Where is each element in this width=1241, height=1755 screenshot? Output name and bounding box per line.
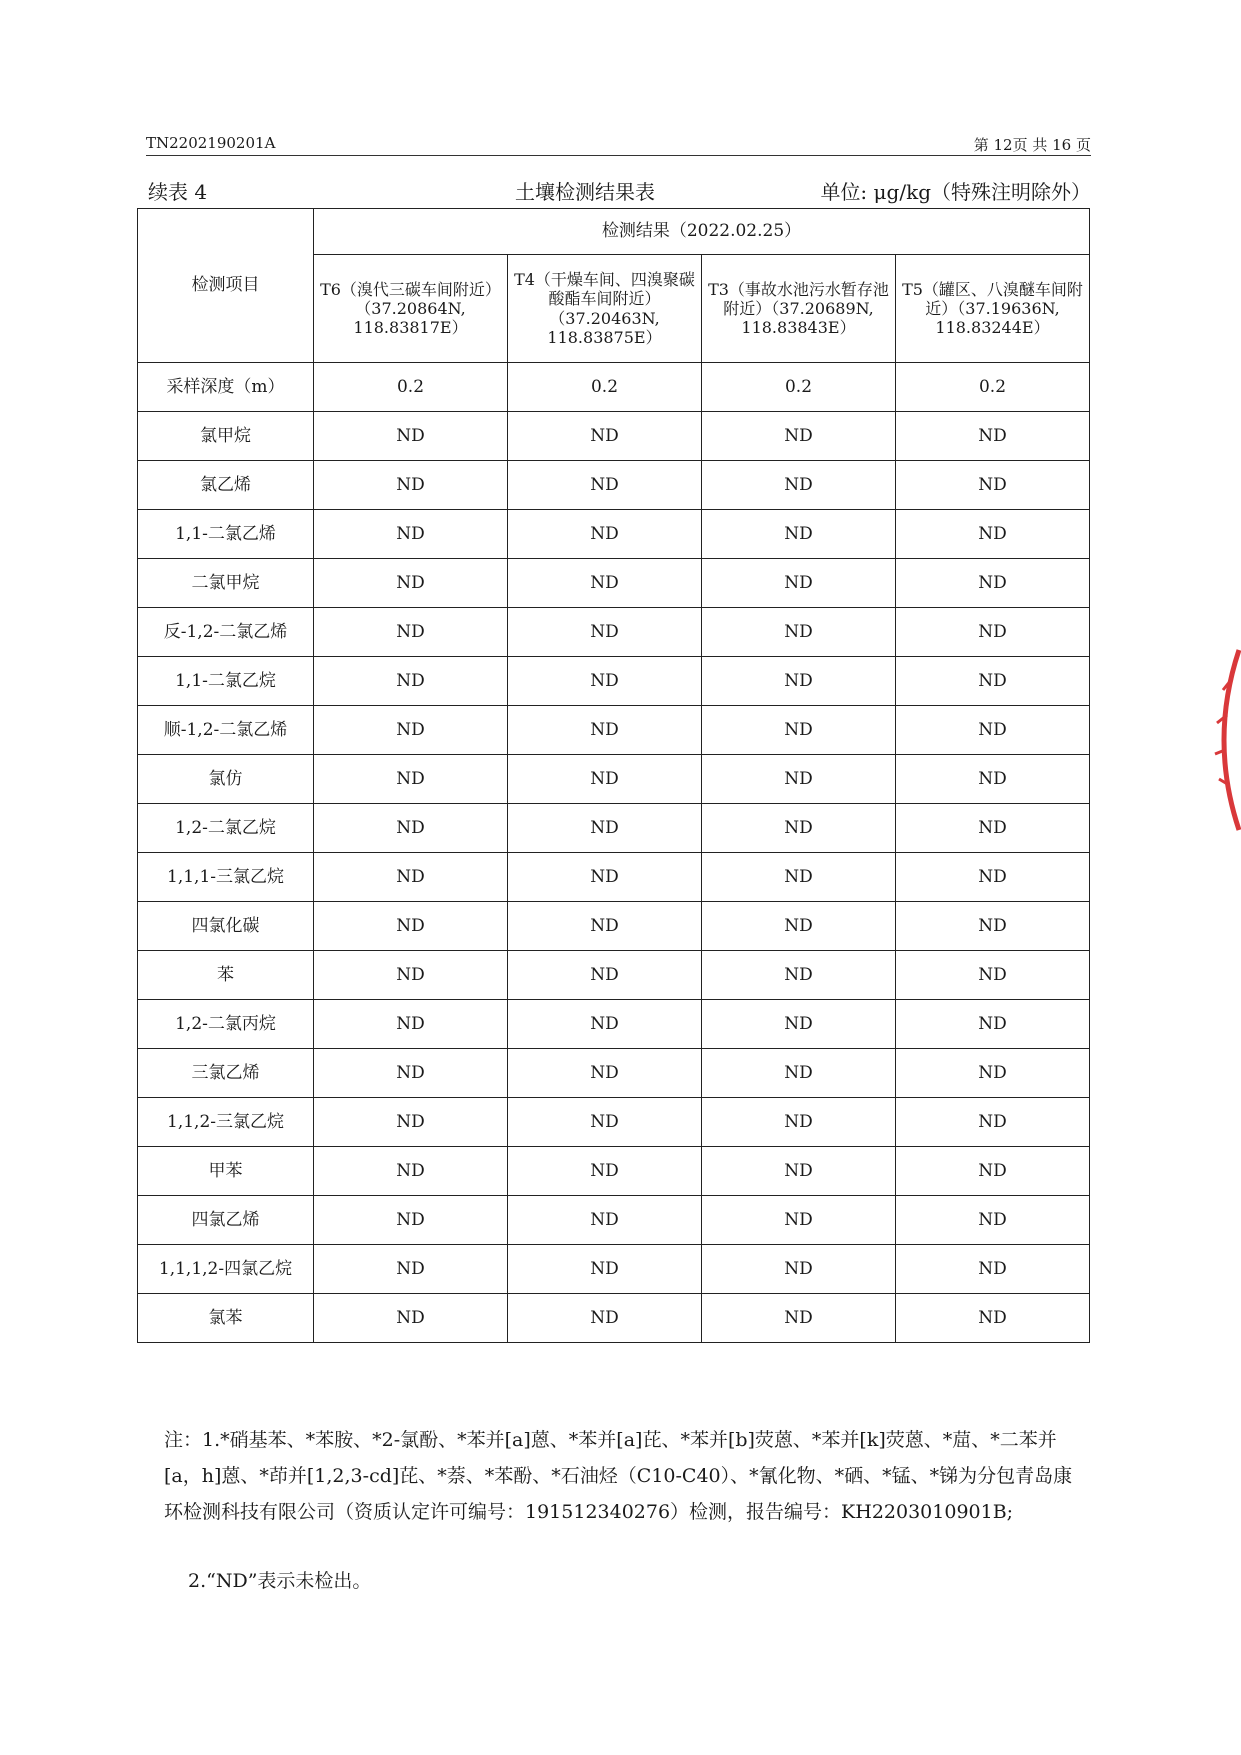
result-cell: ND [896,510,1090,559]
test-item-cell: 氯苯 [138,1294,314,1343]
test-item-cell: 三氯乙烯 [138,1049,314,1098]
result-cell: ND [314,853,508,902]
result-cell: ND [314,951,508,1000]
test-item-cell: 反-1,2-二氯乙烯 [138,608,314,657]
test-item-cell: 四氯化碳 [138,902,314,951]
table-row [138,1000,1090,1049]
table-row [138,951,1090,1000]
table-row [138,412,1090,461]
result-group-header: 检测结果（2022.02.25） [314,209,1090,255]
sample-column-header: T3（事故水池污水暂存池附近）（37.20689N, 118.83843E） [702,255,896,363]
table-continuation-label: 续表 4 [148,180,208,204]
result-cell: ND [508,510,702,559]
result-cell: ND [896,412,1090,461]
result-cell: ND [314,902,508,951]
table-row [138,363,1090,412]
result-cell: ND [508,559,702,608]
result-cell: ND [702,853,896,902]
result-cell: ND [314,706,508,755]
result-cell: ND [314,461,508,510]
table-row [138,1196,1090,1245]
item-header: 检测项目 [138,209,314,363]
test-item-cell: 采样深度（m） [138,363,314,412]
result-cell: ND [896,1098,1090,1147]
table-row [138,559,1090,608]
result-cell: ND [896,1000,1090,1049]
test-item-cell: 1,2-二氯乙烷 [138,804,314,853]
result-cell: 0.2 [508,363,702,412]
header-divider [146,155,1091,156]
result-cell: ND [702,951,896,1000]
table-row [138,608,1090,657]
result-cell: ND [314,657,508,706]
table-row [138,510,1090,559]
result-cell: ND [702,1245,896,1294]
result-cell: ND [314,510,508,559]
result-cell: ND [314,412,508,461]
result-cell: ND [314,559,508,608]
sample-column-header: T4（干燥车间、四溴聚碳酸酯车间附近）（37.20463N, 118.83875E） [508,255,702,363]
result-cell: ND [508,853,702,902]
test-item-cell: 顺-1,2-二氯乙烯 [138,706,314,755]
result-cell: ND [314,1000,508,1049]
table-row [138,755,1090,804]
result-cell: ND [508,755,702,804]
test-item-cell: 氯仿 [138,755,314,804]
result-cell: ND [702,657,896,706]
result-cell: ND [508,1245,702,1294]
result-cell: ND [702,412,896,461]
table-row [138,902,1090,951]
result-cell: ND [896,657,1090,706]
result-cell: ND [508,1049,702,1098]
result-cell: ND [702,510,896,559]
soil-results-table [137,208,1090,1343]
result-cell: ND [508,608,702,657]
result-cell: ND [508,1000,702,1049]
result-cell: 0.2 [702,363,896,412]
test-item-cell: 甲苯 [138,1147,314,1196]
test-item-cell: 1,1,1,2-四氯乙烷 [138,1245,314,1294]
report-number: TN2202190201A [146,134,276,152]
result-cell: ND [508,804,702,853]
result-cell: ND [314,804,508,853]
footnote-2: 2.“ND”表示未检出。 [188,1570,372,1592]
result-cell: ND [314,1196,508,1245]
result-cell: ND [896,461,1090,510]
result-cell: ND [508,951,702,1000]
result-cell: ND [896,1245,1090,1294]
test-item-cell: 氯甲烷 [138,412,314,461]
result-cell: ND [508,706,702,755]
table-row [138,1294,1090,1343]
result-cell: ND [314,1294,508,1343]
result-cell: ND [508,1147,702,1196]
result-cell: ND [702,559,896,608]
test-item-cell: 四氯乙烯 [138,1196,314,1245]
result-cell: ND [314,608,508,657]
result-cell: ND [314,1049,508,1098]
result-cell: ND [702,1294,896,1343]
table-row [138,706,1090,755]
footnote-1: 注：1.*硝基苯、*苯胺、*2-氯酚、*苯并[a]蒽、*苯并[a]芘、*苯并[b]荧蒽、*苯并[k]荧蒽、*䓛、*二苯并[a，h]蒽、*茚并[1,2,3-cd]芘、*萘、*苯酚、*石油烃（C10-C40）、*氰化物、*硒、*锰、*锑为分包青岛康环检测科技有限公司（资质认定许可编号：191512340276）检测，报告编号：KH2203010901B; [164,1429,1073,1523]
result-cell: ND [896,1049,1090,1098]
test-item-cell: 1,1,2-三氯乙烷 [138,1098,314,1147]
result-cell: ND [702,706,896,755]
result-cell: 0.2 [896,363,1090,412]
result-cell: ND [702,1000,896,1049]
table-row [138,1098,1090,1147]
result-cell: ND [702,608,896,657]
result-cell: ND [896,951,1090,1000]
result-cell: ND [702,902,896,951]
table-row [138,853,1090,902]
table-row [138,461,1090,510]
result-cell: ND [896,804,1090,853]
test-item-cell: 1,1-二氯乙烯 [138,510,314,559]
test-item-cell: 1,2-二氯丙烷 [138,1000,314,1049]
result-cell: ND [508,461,702,510]
table-row [138,804,1090,853]
red-stamp-fragment [1201,640,1241,840]
result-cell: ND [508,1294,702,1343]
result-cell: ND [314,755,508,804]
result-cell: ND [896,853,1090,902]
result-cell: ND [896,1196,1090,1245]
table-row [138,1147,1090,1196]
result-cell: ND [896,1147,1090,1196]
table-row [138,1049,1090,1098]
table-row [138,1245,1090,1294]
result-cell: ND [702,1098,896,1147]
result-cell: ND [314,1098,508,1147]
result-cell: ND [508,412,702,461]
result-cell: ND [896,1294,1090,1343]
result-cell: ND [896,902,1090,951]
result-cell: ND [896,608,1090,657]
result-cell: ND [314,1147,508,1196]
result-cell: ND [314,1245,508,1294]
result-cell: ND [508,902,702,951]
result-cell: ND [896,559,1090,608]
test-item-cell: 二氯甲烷 [138,559,314,608]
result-cell: ND [702,461,896,510]
result-cell: ND [702,804,896,853]
sample-column-header: T5（罐区、八溴醚车间附近）（37.19636N, 118.83244E） [896,255,1090,363]
result-cell: 0.2 [314,363,508,412]
result-cell: ND [508,1196,702,1245]
page-info: 第 12页 共 16 页 [973,136,1091,154]
result-cell: ND [702,1049,896,1098]
result-cell: ND [896,706,1090,755]
table-row [138,657,1090,706]
result-cell: ND [896,755,1090,804]
unit-label: 单位: μg/kg（特殊注明除外） [820,180,1091,204]
sample-column-header: T6（溴代三碳车间附近）（37.20864N, 118.83817E） [314,255,508,363]
result-cell: ND [702,1147,896,1196]
result-cell: ND [508,657,702,706]
result-cell: ND [702,755,896,804]
table-title: 土壤检测结果表 [515,180,655,204]
test-item-cell: 1,1-二氯乙烷 [138,657,314,706]
result-cell: ND [702,1196,896,1245]
test-item-cell: 苯 [138,951,314,1000]
test-item-cell: 1,1,1-三氯乙烷 [138,853,314,902]
result-cell: ND [508,1098,702,1147]
test-item-cell: 氯乙烯 [138,461,314,510]
